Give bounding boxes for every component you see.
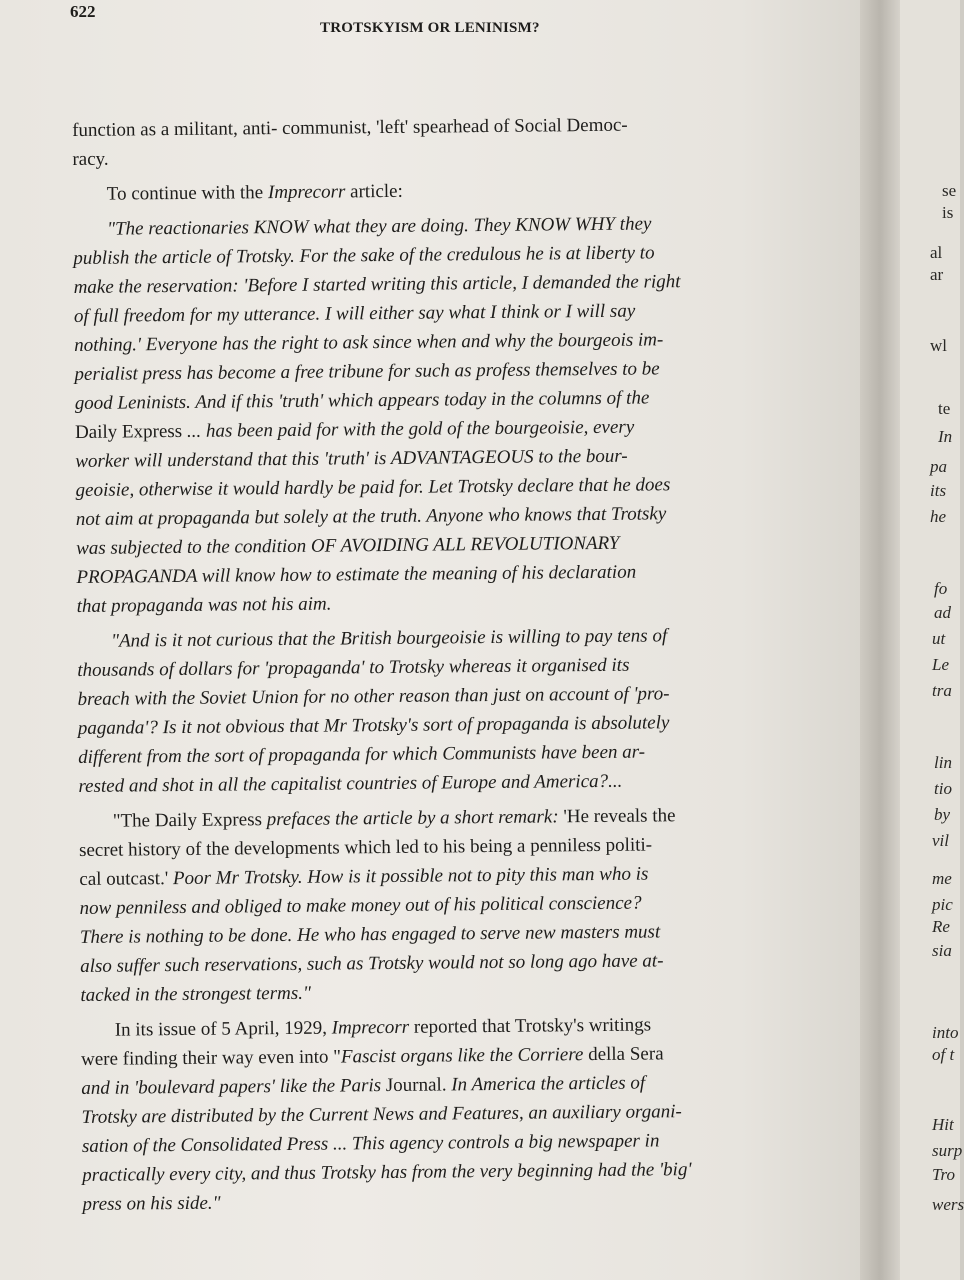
- roman-run: In its issue of 5 April, 1929,: [114, 1017, 332, 1041]
- italic-run: sation of the Consolidated Press ... This agency controls a big newspaper in: [81, 1130, 660, 1157]
- facing-page-fragment: vil: [932, 831, 949, 850]
- facing-page-fragment: al: [930, 243, 943, 262]
- facing-page-fragment: te: [938, 399, 951, 418]
- italic-run: prefaces the article by a short remark:: [266, 806, 559, 831]
- italic-run: and in 'boulevard papers' like the Paris: [81, 1075, 386, 1099]
- paragraph: [73, 208, 817, 621]
- italic-run: Poor Mr Trotsky. How is it possible not to pity this man who is: [172, 863, 649, 890]
- roman-run: function as a militant, anti- communist, 'left' spearhead of Social Democ-: [72, 114, 628, 141]
- facing-page-fragment: sia: [932, 941, 952, 960]
- italic-run: rested and shot in all the capitalist countries of Europe and America?...: [78, 770, 623, 797]
- facing-page-fragment: surp: [932, 1141, 963, 1160]
- italic-run: was subjected to the condition OF AVOIDING ALL REVOLUTIONARY: [76, 532, 620, 559]
- italic-run: There is nothing to be done. He who has engaged to serve new masters must: [79, 921, 661, 948]
- facing-page-fragment: In: [938, 427, 953, 446]
- italic-run: of full freedom for my utterance. I will either say what I think or I will say: [73, 300, 636, 327]
- roman-run: were finding their way even into ": [80, 1046, 342, 1070]
- italic-run: PROPAGANDA will know how to estimate the meaning of his declaration: [76, 561, 637, 588]
- italic-run: not aim at propaganda but solely at the truth. Anyone who knows that Trotsky: [75, 503, 667, 530]
- italic-run: thousands of dollars for 'propaganda' to Trotsky whereas it organised its: [77, 654, 630, 681]
- italic-run: also suffer such reservations, such as Trotsky would not so long ago have at-: [80, 950, 664, 977]
- text-line: [80, 974, 820, 1010]
- facing-page-fragment: fo: [934, 579, 948, 598]
- facing-page-fragment: Le: [932, 655, 949, 674]
- italic-run: that propaganda was not his aim.: [76, 593, 332, 617]
- italic-run: "The reactionaries KNOW what they are doing. They KNOW WHY they: [106, 213, 652, 240]
- paragraph: [79, 800, 821, 1010]
- facing-page-fragment: wl: [930, 336, 947, 355]
- page-number: 622: [70, 2, 96, 21]
- facing-page-fragment: tio: [934, 779, 952, 798]
- book-gutter: [860, 0, 900, 1280]
- roman-run: reported that Trotsky's writings: [408, 1014, 652, 1038]
- italic-run: now penniless and obliged to make money out of his political conscience?: [79, 892, 642, 919]
- facing-page-fragment: of t: [932, 1045, 955, 1064]
- italic-run: ... has been paid for with the gold of the bourgeoisie, every: [182, 416, 635, 442]
- italic-run: make the reservation: 'Before I started writing this article, I demanded the right: [73, 271, 681, 298]
- italic-run: In America the articles of: [451, 1072, 646, 1096]
- facing-page-fragment: pic: [932, 895, 953, 914]
- facing-page-fragment: ar: [930, 265, 944, 284]
- facing-page-fragment: ad: [934, 603, 951, 622]
- facing-page-fragment: Tro: [932, 1165, 956, 1184]
- italic-run: breach with the Soviet Union for no other reason than just on account of 'pro-: [77, 683, 670, 710]
- italic-run: tacked in the strongest terms.": [80, 982, 312, 1006]
- italic-run: worker will understand that this 'truth' is ADVANTAGEOUS to the bour-: [75, 445, 628, 472]
- roman-run: To continue with the: [106, 182, 269, 205]
- text-line: [82, 1183, 822, 1219]
- italic-run: good Leninists. And if this 'truth' which appears today in the columns of the: [74, 387, 650, 414]
- italic-run: geoisie, otherwise it would hardly be paid for. Let Trotsky declare that he does: [75, 474, 671, 501]
- roman-run: della Sera: [583, 1043, 664, 1066]
- paragraph: [73, 173, 813, 209]
- facing-page-fragment: by: [934, 805, 951, 824]
- facing-page-fragment: into: [932, 1023, 959, 1042]
- roman-run: cal outcast.': [79, 868, 174, 890]
- text-line: [78, 765, 818, 801]
- body-text: [72, 109, 823, 1225]
- facing-page-fragment: ut: [932, 629, 946, 648]
- text-line: [73, 173, 813, 209]
- italic-run: press on his side.": [82, 1192, 221, 1215]
- facing-page-fragment: pa: [930, 457, 947, 476]
- facing-page-fragment: me: [932, 869, 952, 888]
- italic-run: Fascist organs like the Corriere: [340, 1044, 584, 1068]
- italic-run: Trotsky are distributed by the Current News and Features, an auxiliary organi-: [81, 1101, 682, 1128]
- roman-run: 'He reveals the: [558, 805, 676, 828]
- italic-run: Imprecorr: [331, 1016, 410, 1039]
- roman-run: racy.: [72, 148, 109, 170]
- facing-page-fragment: he: [930, 507, 947, 526]
- paragraph: [77, 620, 819, 801]
- running-head: TROTSKYISM OR LENINISM?: [320, 20, 540, 36]
- facing-page-fragment: its: [930, 481, 947, 500]
- italic-run: publish the article of Trotsky. For the sake of the credulous he is at liberty to: [73, 242, 655, 269]
- italic-run: Imprecorr: [267, 181, 346, 204]
- roman-run: Journal.: [385, 1074, 452, 1097]
- italic-run: different from the sort of propaganda for which Communists have been ar-: [78, 741, 646, 768]
- italic-run: paganda'? Is it not obvious that Mr Trotsky's sort of propaganda is absolutely: [77, 712, 670, 739]
- facing-page-fragment: Re: [932, 917, 950, 936]
- italic-run: nothing.' Everyone has the right to ask since when and why the bourgeois im-: [74, 329, 664, 356]
- italic-run: practically every city, and thus Trotsky has from the very beginning had the 'big': [82, 1159, 692, 1186]
- facing-page-fragment: se: [942, 181, 957, 200]
- roman-run: "The Daily Express: [112, 809, 267, 832]
- italic-run: perialist press has become a free tribune for such as profess themselves to be: [74, 358, 660, 385]
- italic-run: "And is it not curious that the British bourgeoisie is willing to pay tens of: [110, 625, 668, 652]
- roman-run: Daily Express: [74, 420, 183, 443]
- facing-page-fragment: tra: [932, 681, 952, 700]
- paragraph: [72, 109, 813, 174]
- facing-page-fragment: wers: [932, 1195, 964, 1214]
- facing-page-fragment: lin: [934, 753, 952, 772]
- roman-run: article:: [345, 180, 403, 203]
- text-line: [77, 585, 817, 621]
- paragraph: [81, 1009, 823, 1219]
- facing-page-fragment: Hit: [932, 1115, 954, 1134]
- facing-page-fragment: is: [942, 203, 954, 222]
- roman-run: secret history of the developments which led to his being a penniless politi-: [78, 834, 653, 861]
